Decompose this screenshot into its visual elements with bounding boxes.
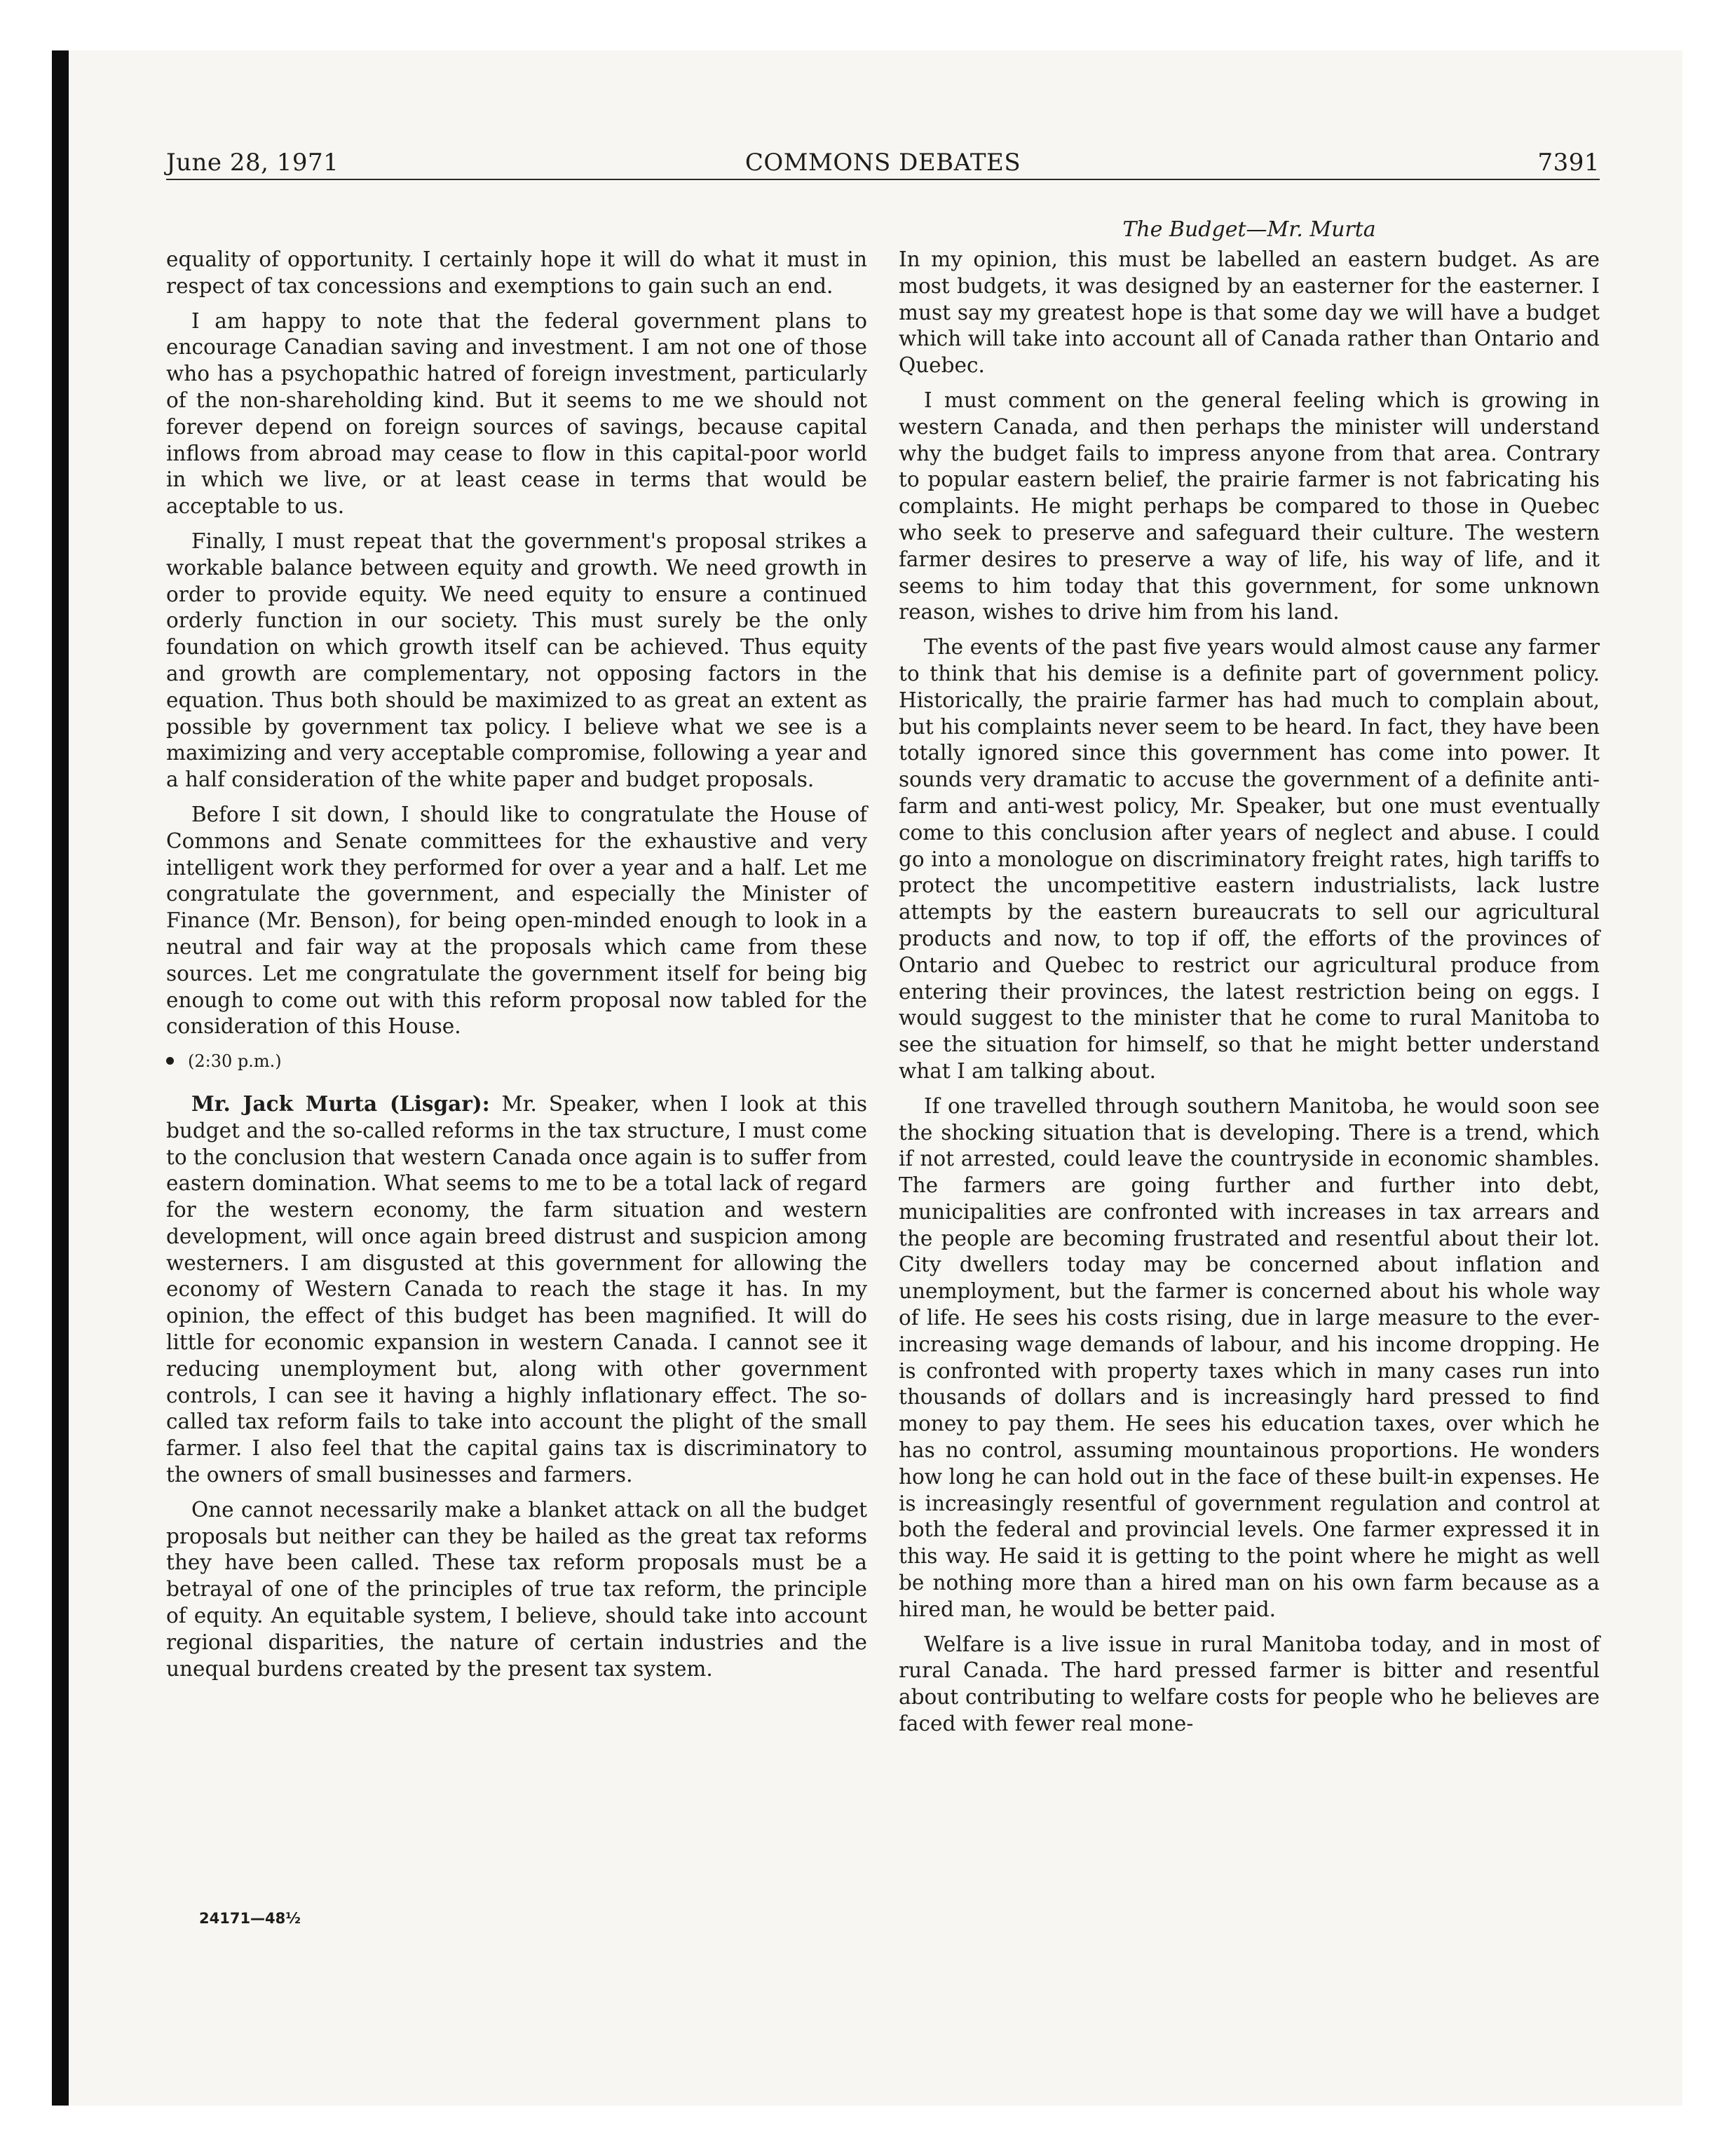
header-date: June 28, 1971 — [166, 149, 339, 177]
time-marker — [166, 1049, 867, 1075]
scan-edge — [52, 50, 69, 2106]
right-column — [899, 247, 1600, 1746]
print-code: 24171—48½ — [199, 1910, 301, 1927]
time-marker-text: (2:30 p.m.) — [188, 1051, 282, 1072]
paragraph: equality of opportunity. I certainly hope it will do what it must in respect of tax concessions and exemptions to gain such an end. — [166, 247, 867, 298]
paragraph: Welfare is a live issue in rural Manitoba today, and in most of rural Canada. The hard pressed farmer is bitter and resentful about contributing to welfare costs for people who he believes are faced with fewer real mone- — [899, 1632, 1600, 1736]
paragraph: Before I sit down, I should like to congratulate the House of Commons and Senate committees for the exhaustive and very intelligent work they performed for over a year and a half. Let me congratulate the government, and especially the Minister of Finance (Mr. Benson), for being open-minded enough to look in a neutral and fair way at the proposals which came from these sources. Let me congratulate the government itself for being big enough to come out with this reform proposal now tabled for the consideration of this House. — [166, 802, 867, 1039]
paragraph: Finally, I must repeat that the government's proposal strikes a workable balance between equity and growth. We need growth in order to provide equity. We need equity to ensure a continued orderly function in our society. This must surely be the only foundation on which growth itself can be achieved. Thus equity and growth are complementary, not opposing factors in the equation. Thus both should be maximized to as great an extent as possible by government tax policy. I believe what we see is a maximizing and very acceptable compromise, following a year and a half consideration of the white paper and budget proposals. — [166, 528, 867, 792]
speech-text: Mr. Speaker, when I look at this budget and the so-called reforms in the tax structure, I must come to the conclusion that western Canada once again is to suffer from eastern domination. What seems to me to be a total lack of regard for the western economy, the farm situation and western development, will once again breed distrust and suspicion among westerners. I am disgusted at this government for allowing the economy of Western Canada to reach the stage it has. In my opinion, the effect of this budget has been magnified. It will do little for economic expansion in western Canada. I cannot see it reducing unemployment but, along with other government controls, I can see it having a highly inflationary effect. The so-called tax reform fails to take into account the plight of the small farmer. I also feel that the capital gains tax is discriminatory to the owners of small businesses and farmers. — [166, 1091, 868, 1487]
header-page-number: 7391 — [1537, 149, 1600, 177]
bullet-icon — [166, 1057, 174, 1065]
left-column — [166, 247, 867, 1691]
header-rule — [166, 179, 1600, 180]
paragraph: In my opinion, this must be labelled an eastern budget. As are most budgets, it was designed by an easterner for the easterner. I must say my greatest hope is that some day we will have a budget which will take into account all of Canada rather than Ontario and Quebec. — [899, 247, 1600, 378]
paragraph: If one travelled through southern Manitoba, he would soon see the shocking situation that is developing. There is a trend, which if not arrested, could leave the countryside in economic shambles. The farmers are going further and further into debt, municipalities are confronted with increases in tax arrears and the people are becoming frustrated and resentful about their lot. City dwellers today may be concerned about inflation and unemployment, but the farmer is concerned about his whole way of life. He sees his costs rising, due in large measure to the ever-increasing wage demands of labour, and his income dropping. He is confronted with property taxes which in many cases run into thousands of dollars and is increasingly hard pressed to find money to pay them. He sees his education taxes, over which he has no control, assuming mountainous proportions. He wonders how long he can hold out in the face of these built-in expenses. He is increasingly resentful of government regulation and control at both the federal and provincial levels. One farmer expressed it in this way. He said it is getting to the point where he might as well be nothing more than a hired man on his own farm because as a hired man, he would be better paid. — [899, 1093, 1600, 1621]
running-head: The Budget—Mr. Murta — [1122, 217, 1376, 242]
page-header — [166, 149, 1600, 181]
paragraph: I am happy to note that the federal government plans to encourage Canadian saving and investment. I am not one of those who has a psychopathic hatred of foreign investment, particularly of the non-shareholding kind. But it seems to me we should not forever depend on foreign sources of savings, because capital inflows from abroad may cease to flow in this capital-poor world in which we live, or at least cease in terms that would be acceptable to us. — [166, 308, 867, 519]
speaker-name: Mr. Jack Murta (Lisgar): — [191, 1091, 490, 1116]
header-publication: COMMONS DEBATES — [744, 149, 1021, 177]
paragraph — [166, 1091, 867, 1489]
paragraph: I must comment on the general feeling which is growing in western Canada, and then perhaps the minister will understand why the budget fails to impress anyone from that area. Contrary to popular eastern belief, the prairie farmer is not fabricating his complaints. He might perhaps be compared to those in Quebec who seek to preserve and safeguard their culture. The western farmer desires to preserve a way of life, his way of life, and it seems to him today that this government, for some unknown reason, wishes to drive him from his land. — [899, 388, 1600, 625]
paragraph: One cannot necessarily make a blanket attack on all the budget proposals but neither can they be hailed as the great tax reforms they have been called. These tax reform proposals must be a betrayal of one of the principles of true tax reform, the principle of equity. An equitable system, I believe, should take into account regional disparities, the nature of certain industries and the unequal burdens created by the present tax system. — [166, 1497, 867, 1681]
paragraph: The events of the past five years would almost cause any farmer to think that his demise is a definite part of government policy. Historically, the prairie farmer has had much to complain about, but his complaints never seem to be heard. In fact, they have been totally ignored since this government has come into power. It sounds very dramatic to accuse the government of a definite anti-farm and anti-west policy, Mr. Speaker, but one must eventually come to this conclusion after years of neglect and abuse. I could go into a monologue on discriminatory freight rates, high tariffs to protect the uncompetitive eastern industrialists, lack lustre attempts by the eastern bureaucrats to sell our agricultural products and now, to top if off, the efforts of the provinces of Ontario and Quebec to restrict our agricultural produce from entering their provinces, the latest restriction being on eggs. I would suggest to the minister that he come to rural Manitoba to see the situation for himself, so that he might better understand what I am talking about. — [899, 635, 1600, 1083]
